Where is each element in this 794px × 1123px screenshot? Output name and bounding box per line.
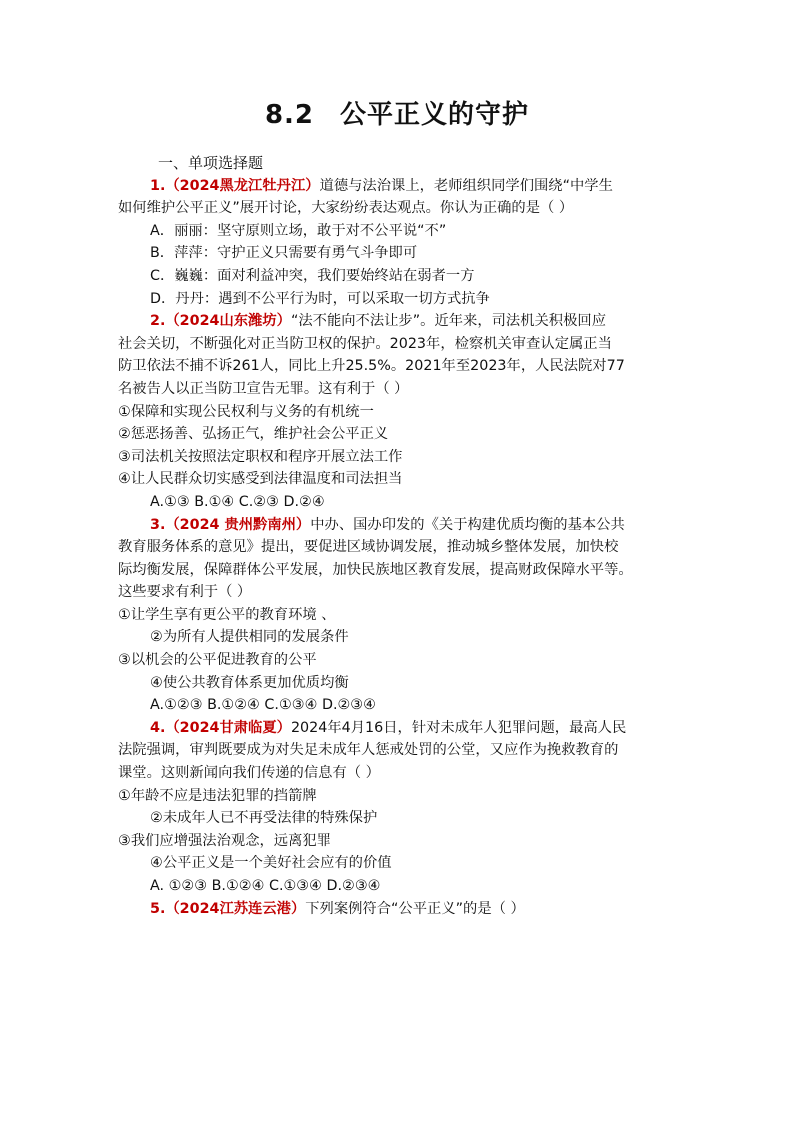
statement-2: ②未成年人已不再受法律的特殊保护 xyxy=(150,810,378,827)
question-source: 5.（2024江苏连云港） xyxy=(150,900,306,917)
question-2 xyxy=(118,310,680,513)
question-stem-line: 如何维护公平正义”展开讨论，大家纷纷表达观点。你认为正确的是（ ） xyxy=(118,200,574,217)
statement-3: ③司法机关按照法定职权和程序开展立法工作 xyxy=(118,448,403,465)
question-source: 4.（2024甘肃临夏） xyxy=(150,719,291,736)
question-source: 1.（2024黑龙江牡丹江） xyxy=(150,177,320,194)
statement-1: ①保障和实现公民权利与义务的有机统一 xyxy=(118,403,374,420)
section-heading: 一、单项选择题 xyxy=(158,154,264,172)
question-stem-line: 3.（2024 贵州黔南州）中办、国办印发的《关于构建优质均衡的基本公共 xyxy=(150,516,625,533)
question-stem-line: 法院强调，审判既要成为对失足未成年人惩戒处罚的公堂，又应作为挽救教育的 xyxy=(118,742,619,759)
question-stem-line: 4.（2024甘肃临夏）2024年4月16日，针对未成年人犯罪问题，最高人民 xyxy=(150,719,627,736)
question-stem-line: 教育服务体系的意见》提出，要促进区域协调发展，推动城乡整体发展，加快校 xyxy=(118,539,619,556)
option-b: B．萍萍：守护正义只需要有勇气斗争即可 xyxy=(150,245,418,262)
answer-options: A.①②③ B.①②④ C.①③④ D.②③④ xyxy=(150,697,376,714)
title-number: 8.2 xyxy=(264,100,315,130)
statement-3: ③我们应增强法治观念，远离犯罪 xyxy=(118,832,331,849)
statement-1: ①年龄不应是违法犯罪的挡箭牌 xyxy=(118,787,317,804)
option-d: D．丹丹：遇到不公平行为时，可以采取一切方式抗争 xyxy=(150,290,490,307)
question-stem-line: 名被告人以正当防卫宣告无罪。这有利于（ ） xyxy=(118,380,409,397)
question-source: 3.（2024 贵州黔南州） xyxy=(150,516,311,533)
page-title xyxy=(0,94,794,131)
question-4 xyxy=(118,717,680,898)
question-stem-line: 1.（2024黑龙江牡丹江）道德与法治课上，老师组织同学们围绕“中学生 xyxy=(150,177,613,194)
question-3 xyxy=(118,514,680,717)
option-a: A．丽丽：坚守原则立场，敢于对不公平说“不” xyxy=(150,222,447,239)
statement-2: ②为所有人提供相同的发展条件 xyxy=(150,629,349,646)
statement-3: ③以机会的公平促进教育的公平 xyxy=(118,652,317,669)
content-body xyxy=(118,152,680,920)
question-stem-line: 这些要求有利于（ ） xyxy=(118,584,252,601)
question-1 xyxy=(118,175,680,311)
question-stem-line: 社会关切，不断强化对正当防卫权的保护。2023年，检察机关审查认定属正当 xyxy=(118,335,612,352)
question-stem-line: 5.（2024江苏连云港）下列案例符合“公平正义”的是（ ） xyxy=(150,900,525,917)
question-stem-line: 际均衡发展，保障群体公平发展，加快民族地区教育发展，提高财政保障水平等。 xyxy=(118,561,633,578)
statement-4: ④公平正义是一个美好社会应有的价值 xyxy=(150,855,392,872)
statement-1: ①让学生享有更公平的教育环境 、 xyxy=(118,606,336,623)
option-c: C．巍巍：面对利益冲突，我们要始终站在弱者一方 xyxy=(150,267,475,284)
question-stem-line: 防卫依法不捕不诉261人，同比上升25.5%。2021年至2023年，人民法院对77 xyxy=(118,358,625,375)
statement-2: ②惩恶扬善、弘扬正气，维护社会公平正义 xyxy=(118,426,389,443)
answer-options: A. ①②③ B.①②④ C.①③④ D.②③④ xyxy=(150,878,381,894)
statement-4: ④使公共教育体系更加优质均衡 xyxy=(150,674,349,691)
question-5 xyxy=(118,898,680,921)
title-text: 公平正义的守护 xyxy=(340,100,530,130)
question-stem-line: 2.（2024山东潍坊）“法不能向不法让步”。近年来，司法机关积极回应 xyxy=(150,313,606,330)
statement-4: ④让人民群众切实感受到法律温度和司法担当 xyxy=(118,471,403,488)
question-stem-line: 课堂。这则新闻向我们传递的信息有（ ） xyxy=(118,765,380,782)
question-source: 2.（2024山东潍坊） xyxy=(150,313,291,330)
answer-options: A.①③ B.①④ C.②③ D.②④ xyxy=(150,493,325,510)
